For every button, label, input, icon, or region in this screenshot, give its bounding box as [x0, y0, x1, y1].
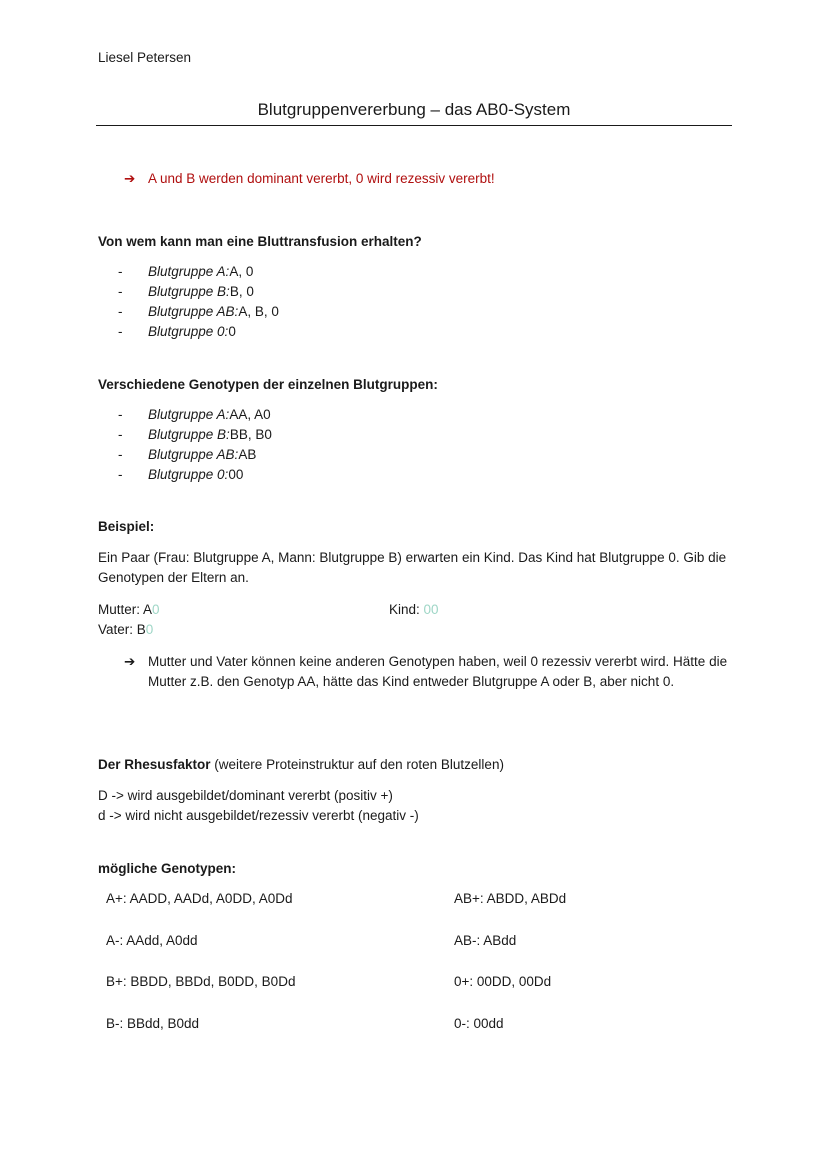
- list-item: - Blutgruppe AB: A, B, 0: [118, 304, 279, 319]
- dominance-note-text: A und B werden dominant vererbt, 0 wird rezessiv vererbt!: [148, 171, 495, 186]
- genotype-0-negative: 0-: 00dd: [454, 1016, 504, 1031]
- genotype-ab-positive: AB+: ABDD, ABDd: [454, 891, 567, 906]
- dominance-note: [124, 169, 495, 189]
- genotype-ab-negative: AB-: ABdd: [454, 933, 517, 948]
- mother-genotype: Mutter: A0: [98, 602, 160, 617]
- example-heading: Beispiel:: [98, 519, 155, 534]
- transfusion-list: [118, 262, 279, 342]
- example-text: Ein Paar (Frau: Blutgruppe A, Mann: Blutgruppe B) erwarten ein Kind. Das Kind hat Blutgruppe 0. Gib die Genotypen der Eltern an.: [98, 550, 727, 585]
- title-underline: [96, 125, 732, 126]
- page-title: Blutgruppenvererbung – das AB0-System: [257, 100, 571, 119]
- list-item: - Blutgruppe B: BB, B0: [118, 427, 272, 442]
- genotype-b-negative: B-: BBdd, B0dd: [106, 1016, 200, 1031]
- rhesus-recessive: d -> wird nicht ausgebildet/rezessiv vererbt (negativ -): [98, 808, 419, 823]
- genotypes-heading: Verschiedene Genotypen der einzelnen Blutgruppen:: [98, 377, 438, 392]
- list-item: - Blutgruppe A: AA, A0: [118, 407, 271, 422]
- genotype-0-positive: 0+: 00DD, 00Dd: [454, 974, 552, 989]
- rhesus-dominant: D -> wird ausgebildet/dominant vererbt (positiv +): [98, 788, 393, 803]
- rhesus-heading: Der Rhesusfaktor (weitere Proteinstruktur auf den roten Blutzellen): [98, 757, 504, 772]
- list-item: - Blutgruppe 0: 00: [118, 467, 244, 482]
- list-item: - Blutgruppe A: A, 0: [118, 264, 254, 279]
- possible-genotypes-heading: mögliche Genotypen:: [98, 861, 237, 876]
- conclusion: [124, 652, 734, 692]
- arrow-right-icon: ➔: [124, 654, 136, 669]
- arrow-right-icon: ➔: [124, 171, 136, 186]
- conclusion-text: Mutter und Vater können keine anderen Genotypen haben, weil 0 rezessiv vererbt wird. Hätte die Mutter z.B. den Genotyp AA, hätte das Kind entweder Blutgruppe A oder B, aber nicht 0.: [148, 654, 728, 689]
- list-item: - Blutgruppe 0: 0: [118, 324, 236, 339]
- genotype-b-positive: B+: BBDD, BBDd, B0DD, B0Dd: [106, 974, 296, 989]
- list-item: - Blutgruppe B: B, 0: [118, 284, 254, 299]
- father-genotype: Vater: B0: [98, 622, 154, 637]
- genotype-a-positive: A+: AADD, AADd, A0DD, A0Dd: [106, 891, 293, 906]
- child-genotype: Kind: 00: [389, 602, 439, 617]
- genotype-a-negative: A-: AAdd, A0dd: [106, 933, 198, 948]
- author-name: Liesel Petersen: [98, 50, 192, 65]
- list-item: - Blutgruppe AB: AB: [118, 447, 257, 462]
- transfusion-heading: Von wem kann man eine Bluttransfusion erhalten?: [98, 234, 422, 249]
- genotypes-list: [118, 405, 272, 485]
